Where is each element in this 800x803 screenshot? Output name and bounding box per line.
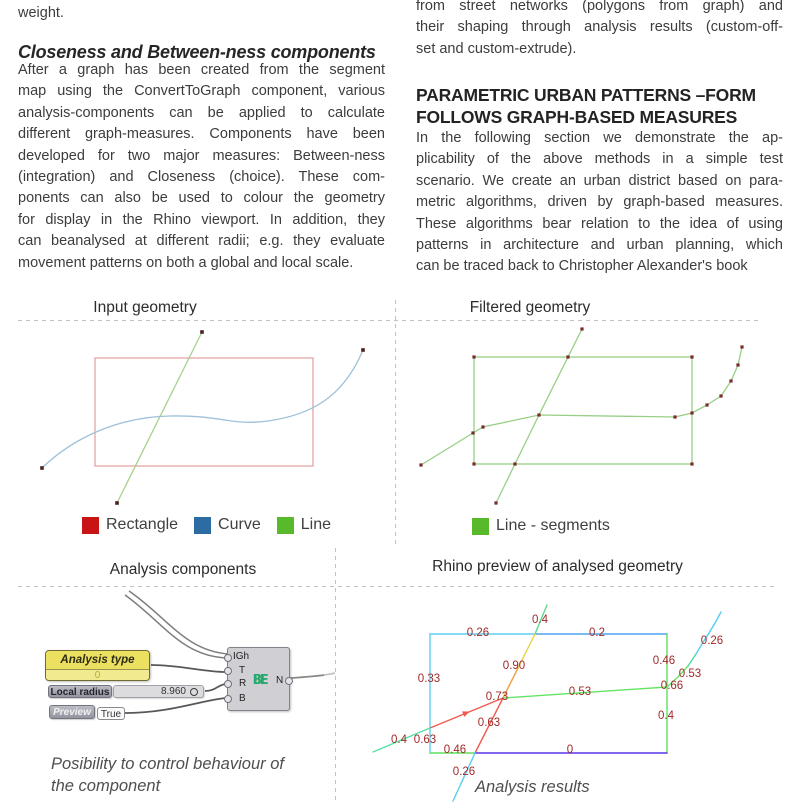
analysis-value-label: 0.26	[466, 627, 490, 639]
analysis-value-label: 0	[566, 744, 574, 756]
input-geometry-legend	[18, 516, 395, 534]
slider-knob-icon[interactable]	[190, 688, 198, 696]
input-nub-icon[interactable]	[224, 680, 232, 688]
analysis-components-title: Analysis components	[109, 561, 257, 578]
port-t[interactable]: T	[239, 665, 246, 676]
preview-label: Preview	[49, 705, 95, 719]
analysis-value-label: 0.63	[413, 734, 437, 746]
paragraph-end: weight.	[18, 5, 64, 21]
analysis-value-label: 0.4	[658, 710, 674, 722]
body-line: analysis-components can be applied to calculate	[18, 104, 385, 121]
betweenness-component[interactable]	[227, 647, 290, 711]
filtered-geometry-legend	[472, 517, 610, 535]
analysis-results-caption: Analysis results	[475, 778, 590, 796]
section-heading-parametric-1: PARAMETRIC URBAN PATTERNS –FORM	[416, 85, 756, 105]
local-radius-slider[interactable]	[113, 685, 204, 698]
body-line: movement patterns on both a global and local scale.	[18, 254, 354, 271]
filtered-geometry-drawing	[400, 320, 780, 520]
body-line: their shaping through analysis results (custom-off-	[416, 19, 783, 36]
local-radius-value: 8.960	[160, 686, 186, 697]
body-line: can beanalysed at different radii; e.g. they evaluate	[18, 233, 385, 250]
local-radius-label: Local radius	[48, 685, 112, 698]
input-geometry-figure	[18, 320, 395, 546]
body-line: ponents can also be used to colour the geometry	[18, 190, 385, 207]
body-line: (integration) and Closeness (choice). These com-	[18, 168, 385, 185]
analysis-type-panel-title: Analysis type	[46, 651, 149, 670]
output-nub-icon[interactable]	[285, 677, 293, 685]
rhino-preview-title: Rhino preview of analysed geometry	[432, 558, 683, 575]
body-line: patterns in architecture and urban planning, which	[416, 236, 783, 253]
analysis-value-label: 0.4	[532, 614, 548, 626]
legend-swatch-line-segments	[472, 518, 489, 535]
analysis-components-caption	[51, 753, 284, 797]
preview-toggle[interactable]: True	[97, 707, 125, 720]
body-line: scenario. We create an urban district based on para-	[416, 172, 783, 189]
analysis-value-label: 0.33	[417, 673, 441, 685]
betweenness-icon: BE	[253, 673, 267, 688]
analysis-value-label: 0.63	[477, 717, 501, 729]
legend-swatch-rectangle	[82, 517, 99, 534]
caption-line: the component	[51, 777, 161, 795]
analysis-value-label: 0.73	[485, 691, 509, 703]
legend-item	[472, 517, 610, 535]
legend-label: Rectangle	[106, 516, 179, 533]
legend-item	[82, 516, 178, 534]
analysis-value-labels	[360, 590, 800, 803]
input-nub-icon[interactable]	[224, 695, 232, 703]
body-line: plicability of the above methods in a simple test	[416, 151, 783, 168]
body-line: developed for two major measures: Between-ness	[18, 147, 385, 164]
input-geometry-title: Input geometry	[93, 299, 197, 316]
body-line: metric algorithms, driven by graph-based measures.	[416, 194, 783, 211]
legend-item	[277, 516, 331, 534]
legend-label: Line - segments	[496, 517, 610, 534]
port-n[interactable]: N	[276, 675, 284, 686]
body-line: set and custom-extrude).	[416, 40, 577, 57]
legend-label: Curve	[218, 516, 261, 533]
analysis-value-label: 0.46	[652, 655, 676, 667]
port-igh[interactable]: IGh	[233, 651, 250, 662]
figure-divider-vertical-upper	[395, 300, 396, 546]
figure-divider-middle	[18, 586, 778, 587]
legend-swatch-line	[277, 517, 294, 534]
right-top-paragraph	[416, 0, 783, 60]
legend-item	[194, 516, 261, 534]
analysis-value-label: 0.2	[589, 627, 605, 639]
figure-divider-vertical-lower	[335, 548, 336, 803]
input-nub-icon[interactable]	[224, 654, 232, 662]
analysis-value-label: 0.26	[700, 635, 724, 647]
section-heading-closeness: Closeness and Between-ness components	[18, 42, 376, 62]
caption-line: Posibility to control behaviour of	[51, 755, 284, 773]
analysis-value-label: 0.26	[452, 766, 476, 778]
body-line: can be traced back to Christopher Alexander's book	[416, 258, 748, 275]
body-line: These algorithms bear relation to the idea of using	[416, 215, 783, 232]
body-line: map using the ConvertToGraph component, various	[18, 83, 385, 100]
body-line: for display in the Rhino viewport. In addition, they	[18, 211, 385, 228]
legend-label: Line	[300, 516, 331, 533]
input-nub-icon[interactable]	[224, 667, 232, 675]
section-heading-parametric-2: FOLLOWS GRAPH-BASED MEASURES	[416, 107, 738, 127]
filtered-geometry-figure	[400, 320, 780, 546]
analysis-type-panel-value: 0	[46, 670, 149, 681]
body-line: In the following section we demonstrate the ap-	[416, 130, 783, 146]
analysis-value-label: 0.90	[502, 660, 526, 672]
analysis-type-panel[interactable]	[45, 650, 150, 681]
port-r[interactable]: R	[239, 678, 247, 689]
analysis-value-label: 0.66	[660, 680, 684, 692]
input-geometry-drawing	[18, 320, 395, 520]
port-b[interactable]: B	[239, 693, 246, 704]
analysis-value-label: 0.4	[391, 734, 407, 746]
body-line: from street networks (polygons from graph) and	[416, 0, 783, 14]
legend-swatch-curve	[194, 517, 211, 534]
right-body-paragraph	[416, 128, 783, 278]
analysis-value-label: 0.46	[443, 744, 467, 756]
analysis-value-label: 0.53	[568, 686, 592, 698]
rhino-preview-figure	[360, 590, 800, 803]
body-line: different graph-measures. Components have been	[18, 126, 385, 143]
analysis-value-label: 0.53	[678, 668, 702, 680]
left-body-paragraph	[18, 60, 385, 274]
filtered-geometry-title: Filtered geometry	[469, 299, 591, 316]
body-line: After a graph has been created from the segment	[18, 62, 385, 78]
analysis-components-figure	[18, 588, 335, 803]
